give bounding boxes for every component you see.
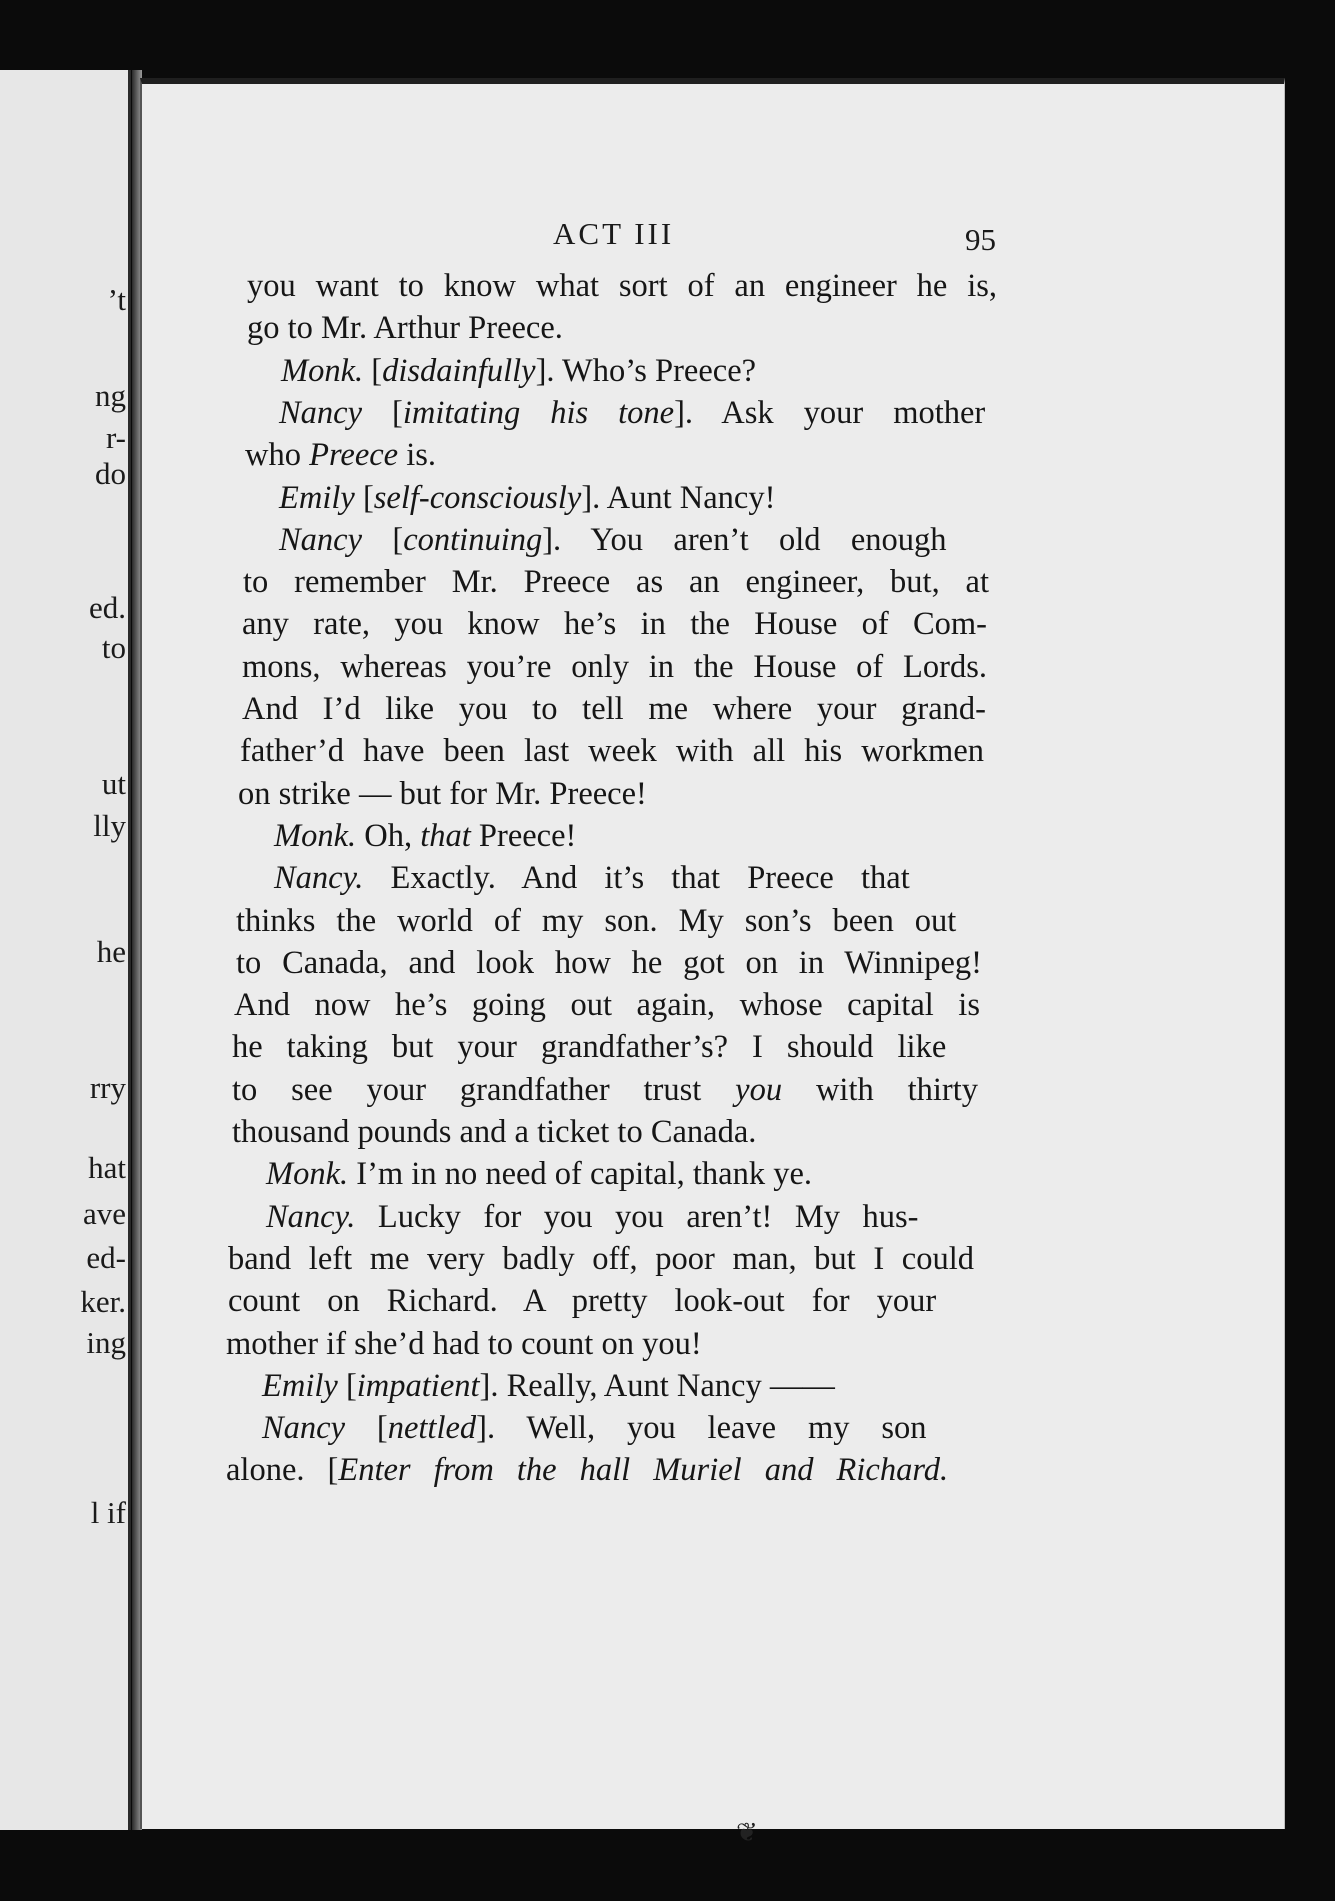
text-run: to Canada, and look how he got on in Winnipeg! — [236, 944, 982, 981]
text-run: ]. Aunt Nancy! — [581, 479, 776, 516]
page-number: 95 — [965, 222, 996, 257]
italic-text: Nancy. — [266, 1198, 356, 1235]
previous-page-fragment: r- — [105, 420, 126, 455]
text-line — [274, 816, 576, 856]
text-line — [262, 1366, 835, 1406]
text-run: And now he’s going out again, whose capital is — [234, 987, 980, 1024]
previous-page-fragment: ave — [82, 1196, 126, 1231]
previous-page-fragment: l if — [90, 1495, 126, 1530]
text-line — [247, 266, 997, 306]
text-run: to remember Mr. Preece as an engineer, but, at — [243, 564, 989, 601]
text-run: he taking but your grandfather’s? I should like — [232, 1029, 947, 1066]
italic-text: Monk. — [274, 817, 357, 854]
text-line — [266, 1154, 812, 1194]
text-line — [228, 1281, 936, 1321]
text-run: Exactly. And it’s that Preece that — [363, 860, 910, 897]
text-line — [242, 647, 987, 687]
text-line — [266, 1197, 918, 1237]
scan-artifact: ❦ — [736, 1818, 758, 1847]
italic-text: Preece — [309, 437, 399, 474]
previous-page-fragment: lly — [93, 808, 126, 843]
text-run: [ — [362, 521, 404, 558]
italic-text: Emily — [279, 479, 355, 516]
previous-page-fragment: ker. — [80, 1284, 126, 1319]
text-line — [281, 351, 756, 391]
text-run: ]. Who’s Preece? — [535, 352, 757, 389]
text-run: thinks the world of my son. My son’s been out — [236, 902, 957, 939]
previous-page-fragment: to — [101, 630, 126, 665]
text-run: mother if she’d had to count on you! — [226, 1325, 702, 1362]
italic-text: self-consciously — [373, 479, 582, 516]
text-run: alone. [ — [226, 1452, 339, 1489]
text-run: with thirty — [782, 1071, 978, 1108]
italic-text: Monk. — [281, 352, 364, 389]
previous-page-fragment: ’t — [107, 282, 126, 317]
italic-text: imitating his tone — [402, 394, 675, 431]
text-line — [274, 858, 910, 898]
running-head: ACT III — [553, 216, 675, 251]
text-run: count on Richard. A pretty look-out for your — [228, 1283, 937, 1320]
text-run: band left me very badly off, poor man, but I could — [228, 1240, 974, 1277]
text-run: ]. Well, you leave my son — [476, 1410, 927, 1447]
text-line — [242, 689, 986, 729]
italic-text: Nancy — [279, 394, 363, 431]
previous-page-fragment: he — [96, 934, 126, 969]
previous-page-fragment: ing — [86, 1325, 126, 1360]
text-line — [234, 985, 980, 1025]
text-line — [232, 1027, 946, 1067]
italic-text: you — [735, 1071, 783, 1108]
text-run: who — [245, 437, 310, 474]
text-line — [279, 520, 947, 560]
text-run: Preece! — [470, 817, 577, 854]
previous-page-fragment: ut — [101, 766, 126, 801]
text-run: [ — [354, 479, 374, 516]
text-run: [ — [363, 352, 383, 389]
text-line — [242, 604, 987, 644]
text-run: Lucky for you you aren’t! My hus- — [355, 1198, 919, 1235]
text-run: [ — [362, 394, 403, 431]
text-line — [236, 943, 982, 983]
text-line — [279, 393, 985, 433]
italic-text: Nancy. — [274, 860, 364, 897]
italic-text: Monk. — [266, 1156, 349, 1193]
text-line — [279, 478, 775, 518]
text-run: ]. Really, Aunt Nancy —— — [479, 1367, 835, 1404]
text-run: to see your grandfather trust — [232, 1071, 736, 1108]
text-line — [247, 308, 563, 348]
text-line — [226, 1324, 702, 1364]
italic-text: that — [420, 817, 471, 854]
previous-page-margin — [0, 70, 131, 1830]
previous-page-fragment: ed- — [86, 1240, 126, 1275]
text-run: ]. You aren’t old enough — [542, 521, 947, 558]
previous-page-fragment: do — [95, 456, 126, 491]
italic-text: continuing — [403, 521, 543, 558]
text-line — [226, 1450, 948, 1490]
text-line — [245, 435, 436, 475]
italic-text: nettled — [387, 1410, 477, 1447]
text-run: father’d have been last week with all his workmen — [240, 733, 984, 770]
text-line — [243, 562, 989, 602]
text-run: I’m in no need of capital, thank ye. — [348, 1156, 812, 1193]
text-run: ]. Ask your mother — [674, 394, 986, 431]
previous-page-fragment: hat — [88, 1150, 126, 1185]
previous-page-fragment: ng — [95, 378, 126, 413]
text-run: [ — [337, 1367, 357, 1404]
text-line — [232, 1070, 978, 1110]
text-run: mons, whereas you’re only in the House of Lords. — [242, 648, 987, 685]
text-line — [228, 1239, 974, 1279]
text-line — [240, 731, 984, 771]
text-run: [ — [345, 1410, 388, 1447]
italic-text: disdainfully — [382, 352, 536, 389]
text-line — [232, 1112, 756, 1152]
previous-page-fragment: ed. — [88, 590, 126, 625]
text-run: on strike — but for Mr. Preece! — [238, 775, 647, 812]
text-run: Oh, — [356, 817, 421, 854]
italic-text: Nancy — [262, 1410, 346, 1447]
text-run: any rate, you know he’s in the House of Com- — [242, 606, 987, 643]
text-line — [238, 774, 647, 814]
italic-text: impatient — [356, 1367, 480, 1404]
text-line — [236, 901, 956, 941]
italic-text: Emily — [262, 1367, 338, 1404]
text-line — [262, 1408, 927, 1448]
text-run: thousand pounds and a ticket to Canada. — [232, 1114, 757, 1150]
text-run: And I’d like you to tell me where your grand- — [242, 691, 986, 727]
text-run: is. — [398, 437, 437, 474]
text-run: you want to know what sort of an engineer he is, — [247, 268, 997, 304]
previous-page-fragment: rry — [89, 1070, 126, 1105]
italic-text: Nancy — [279, 521, 363, 558]
text-run: go to Mr. Arthur Preece. — [247, 310, 563, 347]
italic-text: Enter from the hall Muriel and Richard. — [338, 1452, 949, 1489]
